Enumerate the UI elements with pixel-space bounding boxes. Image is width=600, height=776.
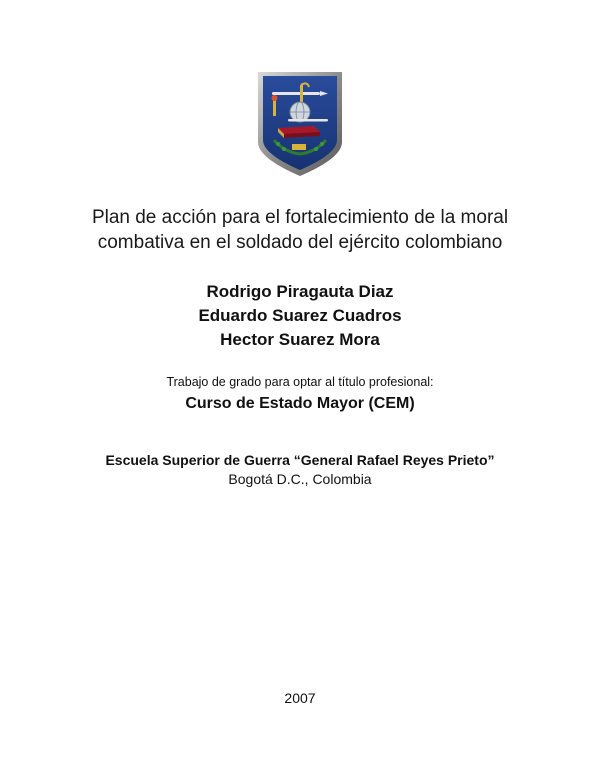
military-school-crest-icon: [254, 70, 346, 178]
institution-city: Bogotá D.C., Colombia: [228, 471, 372, 487]
author-name: Rodrigo Piragauta Diaz: [206, 282, 394, 301]
institution-name: Escuela Superior de Guerra “General Rafael Reyes Prieto”: [105, 452, 495, 468]
publication-year: 2007: [284, 690, 316, 706]
author-name: Hector Suarez Mora: [220, 330, 380, 349]
document-title: [0, 205, 600, 255]
degree-intro: Trabajo de grado para optar al título profesional:: [166, 375, 434, 389]
degree-name: Curso de Estado Mayor (CEM): [185, 395, 415, 412]
title-line-1: Plan de acción para el fortalecimiento de la moral: [91, 207, 509, 228]
author-name: Eduardo Suarez Cuadros: [198, 306, 402, 325]
title-line-2: combativa en el soldado del ejército colombiano: [97, 232, 503, 253]
author-list: [0, 280, 600, 352]
